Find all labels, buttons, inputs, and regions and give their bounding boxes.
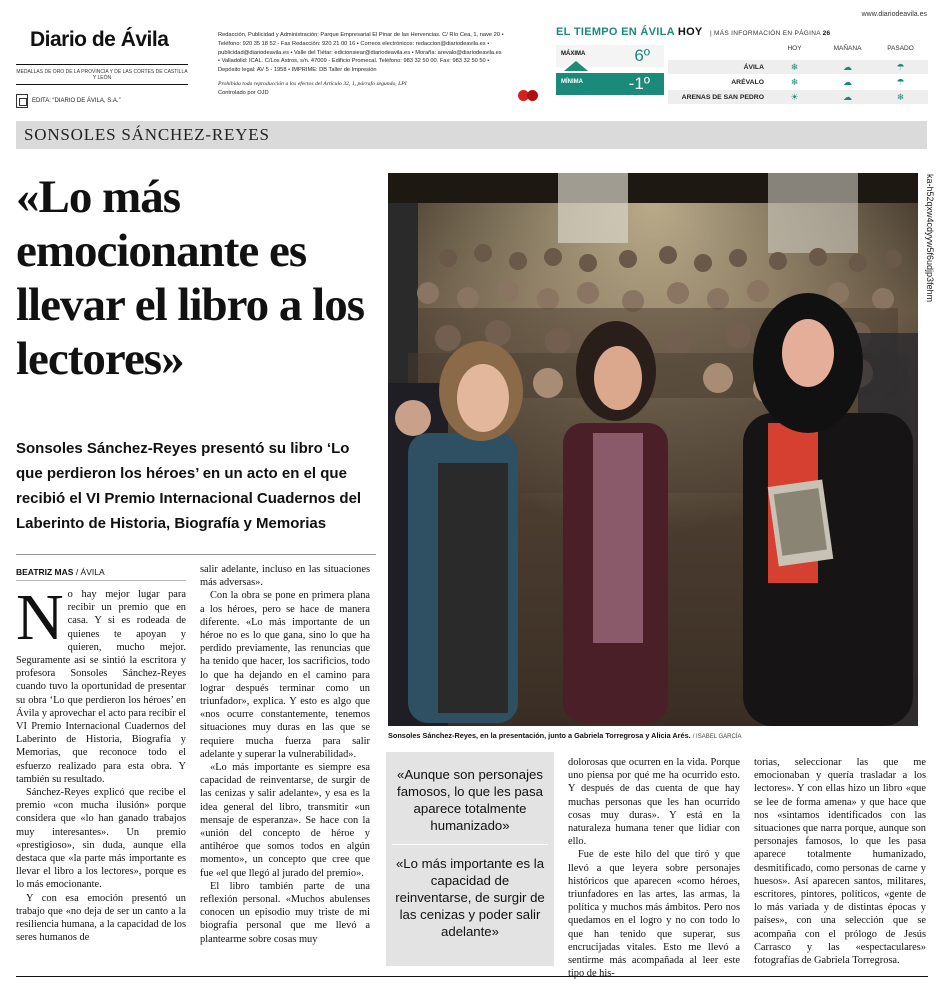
weather-title-text: EL TIEMPO EN ÁVILA — [556, 26, 675, 38]
photo-credit: / ISABEL GARCÍA — [692, 734, 742, 740]
snow-icon: ❄ — [896, 91, 905, 102]
col-hoy: HOY — [787, 45, 802, 52]
weather-widget — [556, 26, 928, 110]
paragraph: Y con esa emoción presentó un trabajo que «no deja de ser un canto a la resiliencia humana, a la capacidad de los seres humanos de — [16, 892, 186, 944]
forecast-table — [668, 45, 928, 104]
subtitle: Sonsoles Sánchez-Reyes presentó su libro ‘Lo que perdieron los héroes’ en un acto en el que recibió el VI Premio Internacional Cuadernos del Laberinto de Historia, Biografía y Memorias — [16, 440, 362, 532]
divider — [16, 84, 188, 85]
divider — [16, 554, 376, 555]
article-column-5 — [754, 756, 926, 967]
divider — [16, 976, 928, 977]
photo-illustration — [388, 173, 918, 726]
publisher-text: EDITA: “DIARIO DE ÁVILA, S.A.” — [32, 98, 121, 104]
max-value: 6º — [634, 46, 650, 65]
paragraph: Con la obra se pone en primera plana a los héroes, pero se hace de manera diferente. «Lo más importante de un héroe no es lo que gana, sino lo que ha perdido previamente, las renuncias que ha tenido que hacer, los sacrificios, todo lo que ha dejando en el camino para lograr después terminar como un triunfador», explica. Y esto es algo que «nos ocurre constantemente, tenemos situaciones muy duras en las que se requiere mucha fuerza para salir adelante y superar la vulnerabilidad». — [200, 590, 370, 760]
paragraph: «Lo más importante es siempre esa capacidad de reinventarse, de surgir de las cenizas y salir adelante», y esa es la idea general del libro, transmitir «un mensaje de esperanza». Se hace con la «unión del concepto de héroe y antihéroe que somos todos en algún momento», un concepto que cree que fue «el que llegó al jurado del premio». — [200, 762, 370, 879]
sun-icon: ☀ — [790, 91, 799, 102]
max-label: MÁXIMA — [561, 51, 586, 57]
weather-more-info: | MÁS INFORMACIÓN EN PÁGINA 26 — [709, 30, 831, 37]
contact-line: • Valladolid: ICAL. C/Los Astros, s/n. 47009 - Edificio Promecal. Teléfono: 983 32 50 00. Fax: 983 32 50 50 • — [218, 58, 490, 65]
article-column-1 — [16, 581, 186, 944]
paragraph: salir adelante, incluso en las situaciones más adversas». — [200, 564, 370, 589]
contact-block — [218, 31, 553, 98]
site-url[interactable]: www.diariodeavila.es — [861, 11, 927, 18]
building-icon — [16, 94, 28, 108]
newspaper-logo[interactable]: Diario de Ávila — [30, 28, 169, 51]
paragraph: El libro también parte de una reflexión personal. «Muchos abulenses conocen un episodio muy triste de mi biografía personal que me llevó a plantearme sobre cosas muy — [200, 880, 370, 945]
paragraph: o hay mejor lugar para recibir un premio que en casa. Y si es rodeada de quienes te apoyan y quieren, mucho mejor. Seguramente así se sintió la escritora y profesora Sonsoles Sánchez-Reyes cuando tuvo la oportunidad de presentar su obra ‘Lo que perdieron los héroes’ en Ávila y aprovechar el acto para recibir el VI Premio Internacional Cuadernos del Laberinto de Historia, Biografía y Memorias, que reconoce todo el esfuerzo realizado para esta obra. Y también su resultado. — [16, 589, 186, 785]
paragraph: Sánchez-Reyes explicó que recibe el premio «con mucha ilusión» porque considera que «lo han ganado trabajos muy interesantes». Un premio «prestigioso», sin duda, aunque ella destaca que «la parte más importante es llevar el libro a los lectores», porque es lo más emocionante. — [16, 787, 186, 891]
forecast-row — [668, 89, 928, 104]
min-temp — [556, 73, 664, 95]
paragraph: dolorosas que ocurren en la vida. Porque uno piensa por qué me ha ocurrido esto. Y después de das cuenta de que hay muchas personas que les han ocurrido cosas muy duras». Y está en la naturaleza humana tener que lidiar con ello. — [568, 757, 740, 848]
contact-line: Redacción, Publicidad y Administración: Parque Empresarial El Pinar de las Hervencias. C/ Río Cea, 1, nave 20 • — [218, 32, 504, 38]
section-title: SONSOLES SÁNCHEZ-REYES — [24, 125, 270, 144]
more-info-page: 26 — [822, 30, 831, 37]
col-manana: MAÑANA — [833, 45, 862, 52]
temperature-panel — [556, 45, 664, 103]
col-pasado: PASADO — [887, 45, 914, 52]
article-column-2 — [200, 563, 370, 946]
contact-line: publicidad@diariodeavila.es • Valle del Tiétar: edicionsiear@diariodeavila.es • Moraña: arevalo@diariodeavila.es — [218, 49, 502, 56]
cloud-icon: ☁ — [843, 61, 852, 72]
city-name: ARENAS DE SAN PEDRO — [681, 93, 764, 101]
contact-line: Depósito legal: AV 5 - 1958 • IMPRIME: DB Taller de Impresión — [218, 67, 377, 74]
paragraph: Fue de este hilo del que tiró y que llevó a que leyera sobre personajes históricos que aparecen «como héroes, triunfadores en las artes, las armas, la política y muchos más ámbitos. Pero nos quedamos en el logro y no con todo lo que han tenido que superar, sus encrucijadas vitales. Esto me llevó a sentirme más acompañada al leer este tipo de his- — [568, 849, 740, 980]
weather-today: HOY — [677, 26, 703, 38]
byline-place: / ÁVILA — [75, 567, 105, 577]
forecast-row — [668, 74, 928, 89]
cloud-icon: ☁ — [843, 91, 852, 102]
article-photo — [388, 173, 918, 726]
min-label: MÍNIMA — [561, 79, 583, 85]
city-name: ARÉVALO — [731, 78, 764, 86]
divider — [392, 844, 548, 845]
divider — [16, 64, 188, 65]
pull-quote-box — [386, 752, 554, 966]
contact-line: Teléfono: 920 35 18 52 - Fax Redacción: 920 21 00 16 • Correos electrónicos: redaccion@diariodeavila.es • — [218, 40, 490, 47]
snow-icon: ❄ — [790, 76, 799, 87]
forecast-header — [668, 45, 928, 59]
paragraph: torias, seleccionar las que me emocionaban y quería trasladar a los lectores». Y con ellas hizo un libro «que se lee de forma amena» y que hace que nos «sintamos identificados con las situaciones que narra porque, aunque son personajes famosos, lo que les pasa aparece totalmente humanizado, desmitificado, como personas de carne y huesos». Así aparecen santos, militares, escritores, pintores, políticos, «gente de lo más variada y de distintas épocas y países», con una selección que se acompaña con el prólogo de Jesús Carrasco y las «espectaculares» fotografías de Gabriela Torregrosa. — [754, 757, 926, 967]
more-info-text: MÁS INFORMACIÓN EN PÁGINA — [714, 30, 821, 37]
headline: «Lo más emocionante es llevar el libro a los lectores» — [16, 171, 365, 385]
forecast-rows — [668, 59, 928, 104]
forecast-row — [668, 59, 928, 74]
cloud-icon: ☁ — [843, 76, 852, 87]
photo-caption — [388, 731, 918, 740]
ojd-text: Controlado por OJD — [218, 89, 269, 96]
rain-icon: ☂ — [896, 61, 905, 72]
arrow-up-icon — [564, 61, 588, 71]
snow-icon: ❄ — [790, 61, 799, 72]
section-bar — [16, 121, 927, 149]
weather-title — [556, 26, 928, 38]
byline — [16, 567, 105, 577]
copyright-note: Prohibida toda reproducción a los efectos del Artículo 32, 1, párrafo segundo, LPI — [218, 81, 407, 88]
caption-text: Sonsoles Sánchez-Reyes, en la presentación, junto a Gabriela Torregrosa y Alicia Arés. — [388, 731, 691, 740]
dropcap: N — [16, 581, 64, 654]
pull-quote: «Lo más importante es la capacidad de reinventarse, de surgir de las cenizas y poder salir adelante» — [395, 856, 545, 939]
ojd-logo-icon — [518, 88, 540, 102]
byline-author: BEATRIZ MAS — [16, 567, 74, 577]
article-column-4 — [568, 756, 740, 980]
min-value: -1º — [628, 74, 650, 93]
publisher — [16, 94, 121, 108]
pull-quote: «Aunque son personajes famosos, lo que les pasa aparece totalmente humanizado» — [397, 767, 543, 833]
city-name: ÁVILA — [743, 63, 764, 71]
medals-text: MEDALLAS DE ORO DE LA PROVINCIA Y DE LAS CORTES DE CASTILLA Y LEÓN — [16, 69, 188, 81]
rain-icon: ☂ — [896, 76, 905, 87]
side-code: ka-h52qxw4cdyyw5f6udjp3fehm — [925, 174, 935, 303]
